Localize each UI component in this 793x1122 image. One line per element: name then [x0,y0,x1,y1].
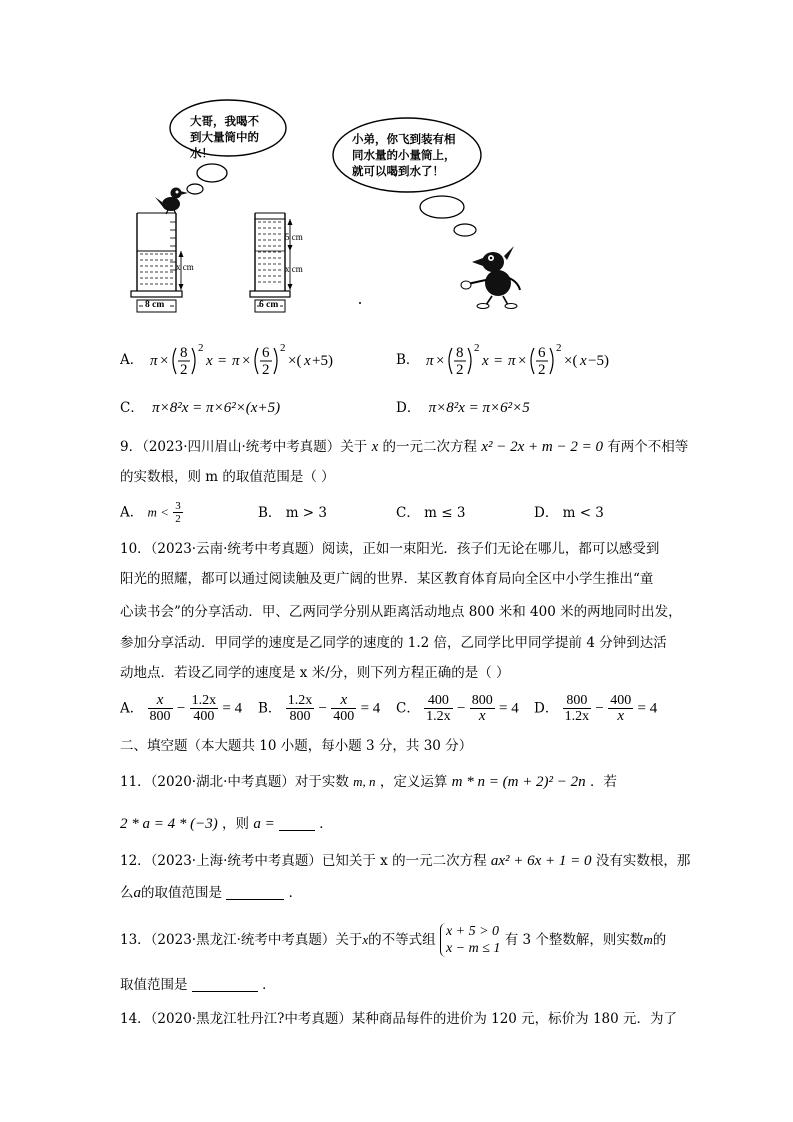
svg-text:8: 8 [179,345,188,361]
q12-line2-b: 的取值范围是 [141,885,222,901]
q9-option-c: C． m ≤ 3 [396,505,466,521]
svg-text:x: x [205,353,213,369]
q9-line-2: 的实数根，则 m 的取值范围是（ ） [120,469,335,485]
q10-a-frac1 [148,693,173,724]
svg-text:×(: ×( [563,353,578,369]
q10-line-1: 10．（2023·云南·统考中考真题）阅读，正如一束阳光．孩子们无论在哪儿，都可以感受到 [120,541,660,557]
q9-a-den: 2 [175,513,181,525]
q13-line2-end: ． [262,977,276,993]
q10-b-rhs: = 4 [360,700,381,717]
q10-b-d2: 400 [333,709,355,724]
q10-d-d2: x [617,708,625,724]
svg-text:x: x [303,353,311,369]
q10-d-label: D． [534,700,559,717]
svg-text:+5): +5) [311,353,333,369]
svg-text:π: π [425,353,434,369]
q10-d-frac1 [563,693,592,724]
q10-option-a: A． $\frac{x}{800}$ − $\frac{1.2x}{400}$ = 4 [120,692,243,724]
section-2-heading: 二、填空题（本大题共 10 小题，每小题 3 分，共 30 分） [120,738,473,754]
q8-option-a [120,340,378,380]
right-cyl-height-label: x cm [285,264,303,274]
q11-equation: 2 * a = 4 * (−3) [120,816,218,832]
svg-text:π: π [149,353,158,369]
svg-text:x: x [579,353,587,369]
q9-suffix: 有两个不相等 [607,439,689,455]
q13-suffix: 有 3 个整数解，则实数 [504,932,644,948]
svg-text:2: 2 [455,362,464,378]
right-bubble-dot-2 [454,224,476,236]
big-crow-drawing [461,246,520,309]
small-cylinder [250,213,293,312]
q9-equation: x² − 2x + m − 2 = 0 [481,439,603,455]
left-cyl-width-label: 8 cm [145,300,165,310]
q12-end: ． [288,885,303,901]
q12-suffix: 没有实数根，那 [595,853,691,869]
svg-text:×(: ×( [287,353,302,369]
svg-text:−5): −5) [587,353,609,369]
svg-text:2: 2 [473,342,480,354]
q11-vars: m, n [353,774,376,789]
q12-var-a: a [133,885,141,901]
svg-text:×: × [435,353,445,369]
q8-b-label: B． [396,352,420,368]
q10-b-frac1 [286,693,315,724]
q12-line-1 [120,852,690,870]
q14-line-1: 14．（2020·黑龙江牡丹江?中考真题）某种商品每件的进价为 120 元，标价为 180 元．为了 [120,1011,678,1027]
q10-c-frac1 [424,693,453,724]
q10-a-rhs: = 4 [222,700,243,717]
q10-c-n2: 800 [471,693,493,708]
svg-text:×: × [241,353,251,369]
q13-prefix: 13．（2023·黑龙江·统考中考真题）关于 [120,932,363,948]
q13-var-m: m [643,932,653,947]
q10-c-d1: 1.2x [426,709,451,724]
right-bubble-text: 小弟，你飞到装有相同水量的小量筒上，就可以喝到水了！ [352,132,456,178]
q10-c-d2: x [478,708,486,724]
svg-text:2: 2 [537,362,546,378]
q10-d-n2: 400 [610,693,632,708]
q10-a-frac2 [190,693,219,724]
svg-text:=: = [493,353,503,369]
q10-line-3: 心读书会”的分享活动．甲、乙两同学分别从距离活动地点 800 米和 400 米的两地同时出发， [120,604,682,620]
q10-d-n1: 800 [563,693,592,709]
q10-option-d: D． $\frac{800}{1.2x}$ − $\frac{400}{x}$ = 4 [534,693,658,724]
svg-text:2: 2 [197,342,204,354]
q13-inequality-system [440,923,500,957]
q10-a-d2: 400 [193,709,215,724]
q8-a-formula [148,340,378,380]
right-cyl-width-label: 6 cm [259,300,279,310]
svg-text:2: 2 [555,342,562,354]
q12-answer-blank[interactable] [226,885,284,900]
q10-d-frac2 [608,693,633,724]
stray-dot [359,302,361,304]
q8-c-label: C． [120,400,144,416]
q11-prefix: 11．（2020·湖北·中考真题）对于实数 [120,774,349,790]
q9-option-d: D． m < 3 [534,505,604,521]
q8-option-c [120,399,280,417]
svg-text:π: π [231,353,240,369]
q12-equation: ax² + 6x + 1 = 0 [490,853,592,869]
svg-text:6: 6 [537,345,546,361]
q8-a-label: A． [120,352,144,368]
q13-ineq-2: x − m ≤ 1 [445,941,501,956]
q10-option-b: B． $\frac{1.2x}{800}$ − $\frac{x}{400}$ = 4 [258,692,381,724]
q9-var-x: x [371,439,379,455]
q11-suffix: ．若 [589,774,617,790]
svg-text:2: 2 [261,362,270,378]
svg-text:2: 2 [179,362,188,378]
q9-line-1 [120,438,688,456]
q13-ineq-1: x + 5 > 0 [445,924,500,939]
svg-text:×: × [159,353,169,369]
q10-d-d1: 1.2x [564,709,590,724]
q13-mid: 的不等式组 [368,932,436,948]
q10-a-n1: x [148,693,173,709]
q13-line-2 [120,976,276,994]
left-bubble-text: 大哥，我喝不到大量筒中的水！ [190,114,259,160]
q10-d-rhs: = 4 [637,700,658,717]
q9-a-label: A． [120,504,144,521]
q10-c-frac2 [470,693,495,724]
q10-b-n2: x [331,693,356,709]
q8-b-formula [424,340,654,380]
q10-c-rhs: = 4 [499,700,519,717]
q13-answer-blank[interactable] [192,977,258,992]
right-cyl-top-label: 5 cm [285,232,303,242]
q9-option-a [120,500,183,525]
q11-line-2 [120,815,333,833]
left-bubble-dot-1 [197,164,227,182]
q10-a-n2: 1.2x [191,693,217,708]
q11-mid: ，定义运算 [379,774,448,790]
q9-a-fraction [173,500,183,525]
q8-option-d [396,399,530,417]
q10-option-c: C． $\frac{400}{1.2x}$ − $\frac{800}{x}$ = 4 [396,693,519,724]
q10-line-2: 阳光的照耀，都可以通过阅读触及更广阔的世界．某区教育体育局向全区中小学生推出“童 [120,571,654,587]
svg-text:2: 2 [279,342,286,354]
q10-line-5: 动地点．若设乙同学的速度是 x 米/分，则下列方程正确的是（ ） [120,665,510,681]
q11-var-a: a = [253,816,275,832]
q11-end: ． [319,816,333,832]
q13-var-x: x [362,932,369,947]
q12-line-2 [120,884,302,902]
q13-line2: 取值范围是 [120,977,188,993]
svg-text:x: x [481,353,489,369]
q10-a-label: A． [120,700,144,717]
svg-text:×: × [517,353,527,369]
q9-option-b: B． m > 3 [258,505,327,521]
q10-c-label: C． [396,700,420,717]
q11-definition: m * n = (m + 2)² − 2n [451,774,586,790]
svg-text:π: π [507,353,516,369]
svg-text:6: 6 [261,345,270,361]
right-bubble-dot-1 [420,196,464,218]
q13-end: 的 [652,932,667,948]
q10-b-label: B． [258,700,282,717]
q9-prefix: 9．（2023·四川眉山·统考中考真题）关于 [120,439,368,455]
q8-c-formula: π×8²x = π×6²×(x+5) [152,400,281,416]
q9-a-num: 3 [175,500,181,512]
left-bubble-dot-2 [187,184,203,194]
q13-line-1 [120,923,666,957]
q10-b-n1: 1.2x [287,693,313,708]
q12-line2-a: 么 [120,885,134,901]
q11-line-1 [120,773,617,791]
q10-c-n1: 400 [424,693,453,709]
svg-text:8: 8 [455,345,464,361]
q12-prefix: 12．（2023·上海·统考中考真题）已知关于 x 的一元二次方程 [120,853,487,869]
q10-line-4: 参加分享活动．甲同学的速度是乙同学的速度的 1.2 倍，乙同学比甲同学提前 4 分钟到达活 [120,635,667,651]
left-cyl-height-label: x cm [176,262,194,272]
q11-line2-mid: ，则 [222,816,250,832]
q10-b-frac2 [331,693,356,724]
q8-d-formula: π×8²x = π×6²×5 [428,400,530,416]
q10-a-d1: 800 [149,709,171,724]
q8-option-b [396,340,654,380]
q9-a-lhs: m < [147,504,169,520]
q8-d-label: D． [396,400,421,416]
q9-mid: 的一元二次方程 [382,439,478,455]
svg-text:=: = [217,353,227,369]
q11-answer-blank[interactable] [279,816,315,831]
small-crow-drawing [155,188,188,215]
q10-b-d1: 800 [289,709,311,724]
